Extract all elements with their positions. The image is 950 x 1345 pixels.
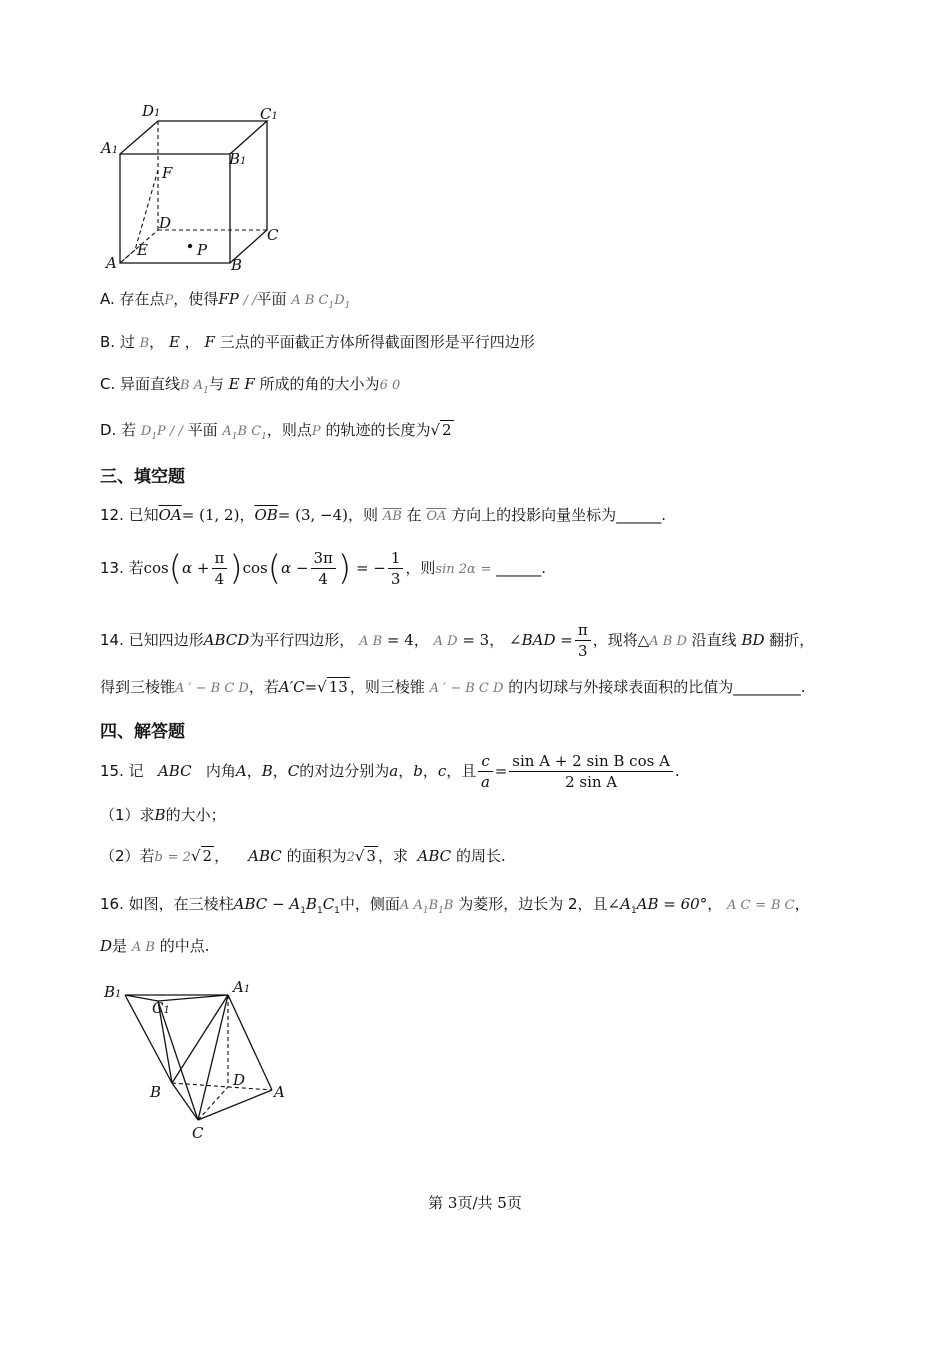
section-fill-blank-heading: 三、填空题 (100, 467, 185, 487)
q15-part-1: （1）求B的大小； (100, 806, 226, 824)
cube-label-f: F (162, 164, 173, 182)
prism-label-d: D (233, 1071, 246, 1089)
cube-label-b1: B1 (229, 150, 247, 168)
q11-option-d: D. 若 $D_1P$ / / 平面 $A_1B$ $C_1$，则点P 的轨迹的长度为√ 2 (100, 421, 452, 442)
q16-line-2: D是 A B 的中点. (100, 937, 210, 955)
prism-figure (100, 975, 300, 1145)
cube-label-e: E (137, 241, 148, 259)
prism-label-a1: A1 (233, 978, 251, 996)
cube-label-d: D (159, 214, 172, 232)
page-footer: 第 3页/共 5页 (428, 1194, 522, 1212)
cube-figure (95, 98, 295, 276)
cube-label-a: A (106, 254, 117, 272)
cube-label-p: P (197, 241, 208, 259)
cube-label-c: C (267, 226, 279, 244)
prism-label-c1: C1 (152, 999, 170, 1017)
cube-label-b: B (231, 256, 243, 274)
q16-line-1: 16. 如图，在三棱柱ABC − $A_1B_1C_1$中，侧面A $A_1B_1B$ 为菱形，边长为 2，且$\angle A_1AB = 60^\circ$， A C = B C， (100, 895, 810, 916)
cube-label-a1: A1 (101, 139, 119, 157)
prism-label-a: A (274, 1083, 285, 1101)
q13: 13. 若cos(α + $\frac{\pi}{4}$ )cos(α − $\frac{3\pi}{4}$ ) = − $\frac{1}{3}$ ，则sin 2α = ______. (100, 548, 547, 589)
q11-option-b: B. 过 B， E ， F 三点的平面截正方体所得截面图形是平行四边形 (100, 333, 535, 351)
q12: 12. 已知$\overline{OA}= (1$, 2)，$\overline{OB}= (3$, −4)，则 $\overline{AB}$ 在 $\overline{OA}$ 方向上的投影向量坐标为______. (100, 506, 666, 524)
section-answer-heading: 四、解答题 (100, 722, 185, 742)
prism-label-b: B (150, 1083, 162, 1101)
q14-line-1: 14. 已知四边形ABCD为平行四边形， A B = 4， A D = 3， ∠BAD = $\frac{\pi}{3}$ ，现将△A B D 沿直线 BD 翻折， (100, 621, 815, 660)
prism-label-b1: B1 (104, 983, 122, 1001)
q15: 15. 记 ABC 内角A，B，C的对边分别为a，b，c，且 $\frac{c}{a}$ = $\frac{\text{sin A + 2 sin B cos A}}{\text{2 sin A}}$ . (100, 752, 680, 791)
cube-label-d1: D1 (142, 102, 161, 120)
q14-line-2: 得到三棱锥A ′ − B C D，若A′C=√ 13 ，则三棱锥 A ′ − B C D 的内切球与外接球表面积的比值为_________. (100, 678, 806, 696)
prism-label-c: C (192, 1124, 204, 1142)
q11-option-a: A. 存在点P，使得FP / /平面 A B $C_1D_1$ (100, 290, 351, 311)
point-p (188, 244, 192, 248)
q15-part-2: （2）若b = 2√ 2 ， ABC 的面积为2√ 3 ，求 ABC 的周长. (100, 847, 506, 865)
q11-option-c: C. 异面直线B $A_1$与 E F 所成的角的大小为6 0 (100, 375, 401, 396)
cube-label-c1: C1 (260, 105, 278, 123)
